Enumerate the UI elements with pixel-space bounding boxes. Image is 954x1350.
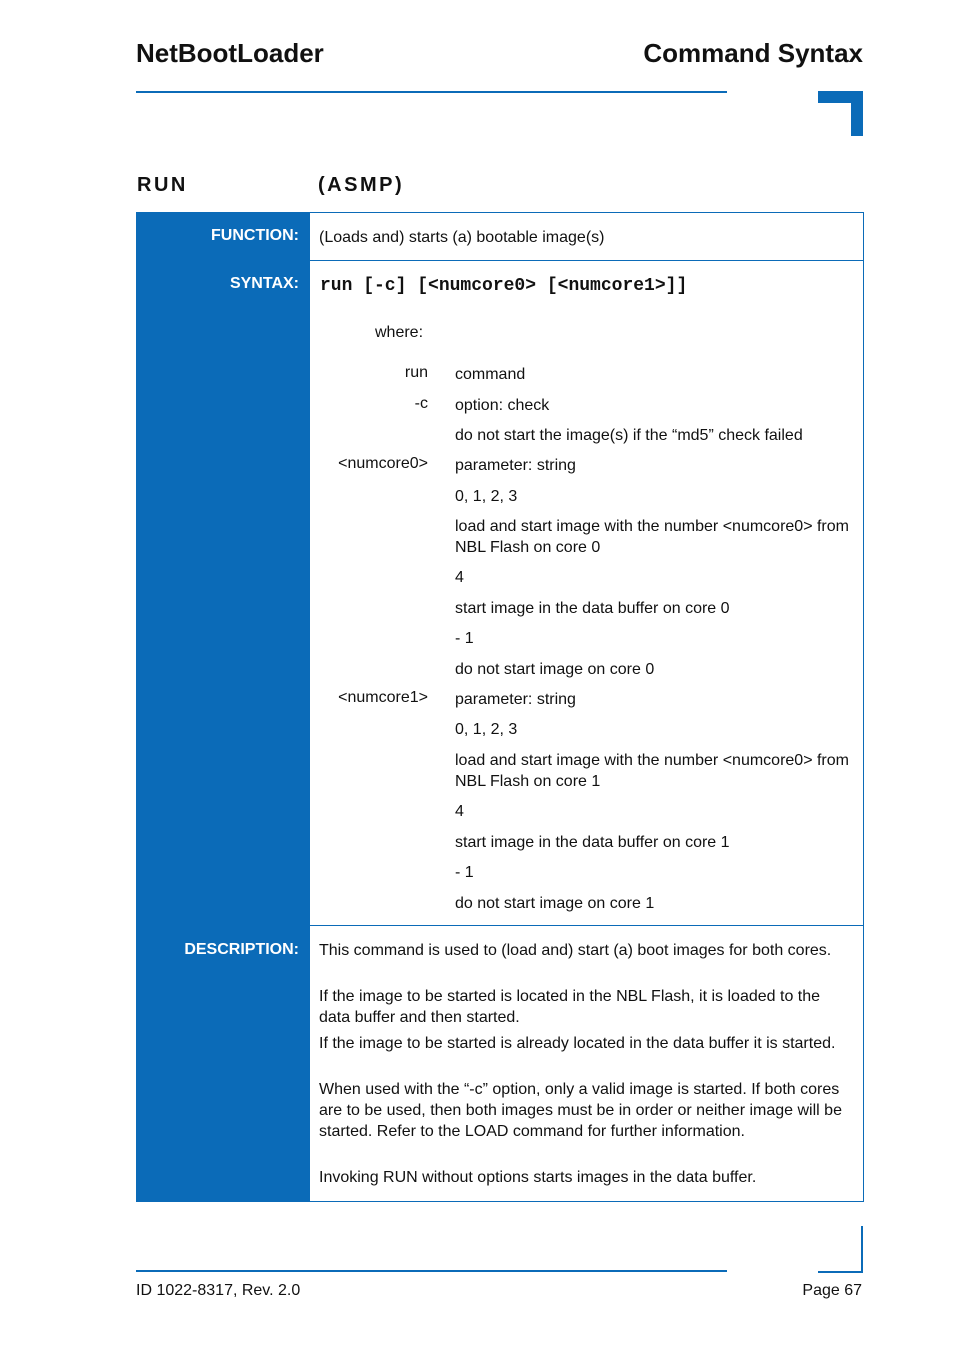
- footer-corner-mark: [850, 1226, 863, 1273]
- description-paragraph: This command is used to (load and) start (a) boot images for both cores.: [319, 942, 832, 959]
- param-name: run: [404, 364, 428, 381]
- header-rule: [136, 91, 727, 93]
- param-desc: 0, 1, 2, 3: [455, 488, 518, 505]
- param-desc: - 1: [455, 630, 474, 647]
- description-label: DESCRIPTION:: [184, 941, 299, 958]
- section-command-name: RUN: [137, 174, 188, 196]
- param-desc: load and start image with the number <numcore0> from NBL Flash on core 1: [455, 752, 849, 790]
- param-desc: load and start image with the number <numcore0> from NBL Flash on core 0: [455, 518, 849, 556]
- param-desc: 4: [455, 803, 464, 820]
- syntax-text: run [-c] [<numcore0> [<numcore1>]]: [320, 276, 688, 296]
- param-desc: do not start image on core 1: [455, 895, 655, 912]
- param-desc: parameter: string: [455, 691, 576, 708]
- param-desc: do not start the image(s) if the “md5” check failed: [455, 427, 803, 444]
- param-desc: do not start image on core 0: [455, 661, 655, 678]
- param-desc: option: check: [455, 397, 550, 414]
- param-desc: 4: [455, 569, 464, 586]
- param-desc: start image in the data buffer on core 1: [455, 834, 730, 851]
- label-column: [137, 213, 310, 1201]
- description-paragraph: Invoking RUN without options starts images in the data buffer.: [319, 1169, 757, 1186]
- header-corner-mark: [818, 91, 863, 136]
- footer-page-number: Page 67: [802, 1282, 862, 1299]
- param-desc: parameter: string: [455, 457, 576, 474]
- footer-document-id: ID 1022-8317, Rev. 2.0: [136, 1282, 301, 1299]
- param-desc: start image in the data buffer on core 0: [455, 600, 730, 617]
- section-command-variant: (ASMP): [318, 174, 405, 196]
- syntax-label: SYNTAX:: [229, 275, 299, 292]
- row-divider-1: [310, 260, 863, 261]
- param-desc: - 1: [455, 864, 474, 881]
- function-label: FUNCTION:: [211, 227, 299, 244]
- param-name: <numcore1>: [338, 689, 428, 706]
- footer-rule: [136, 1270, 727, 1272]
- description-paragraph: When used with the “-c” option, only a valid image is started. If both cores are to be used, then both images must be in order or neither image will be started. Refer to the LOAD command for further information.: [319, 1081, 842, 1140]
- command-table: [136, 212, 864, 1202]
- param-name: <numcore0>: [338, 455, 428, 472]
- description-paragraph: If the image to be started is already located in the data buffer it is started.: [319, 1035, 836, 1052]
- description-paragraph: If the image to be started is located in the NBL Flash, it is loaded to the data buffer and then started.: [319, 988, 821, 1026]
- where-label: where:: [375, 324, 424, 341]
- header-title-right: Command Syntax: [643, 38, 863, 68]
- row-divider-2: [310, 925, 863, 926]
- param-name: -c: [414, 395, 428, 412]
- function-text: (Loads and) starts (a) bootable image(s): [319, 229, 605, 246]
- param-desc: command: [455, 366, 526, 383]
- header-title-left: NetBootLoader: [136, 38, 324, 68]
- param-desc: 0, 1, 2, 3: [455, 721, 518, 738]
